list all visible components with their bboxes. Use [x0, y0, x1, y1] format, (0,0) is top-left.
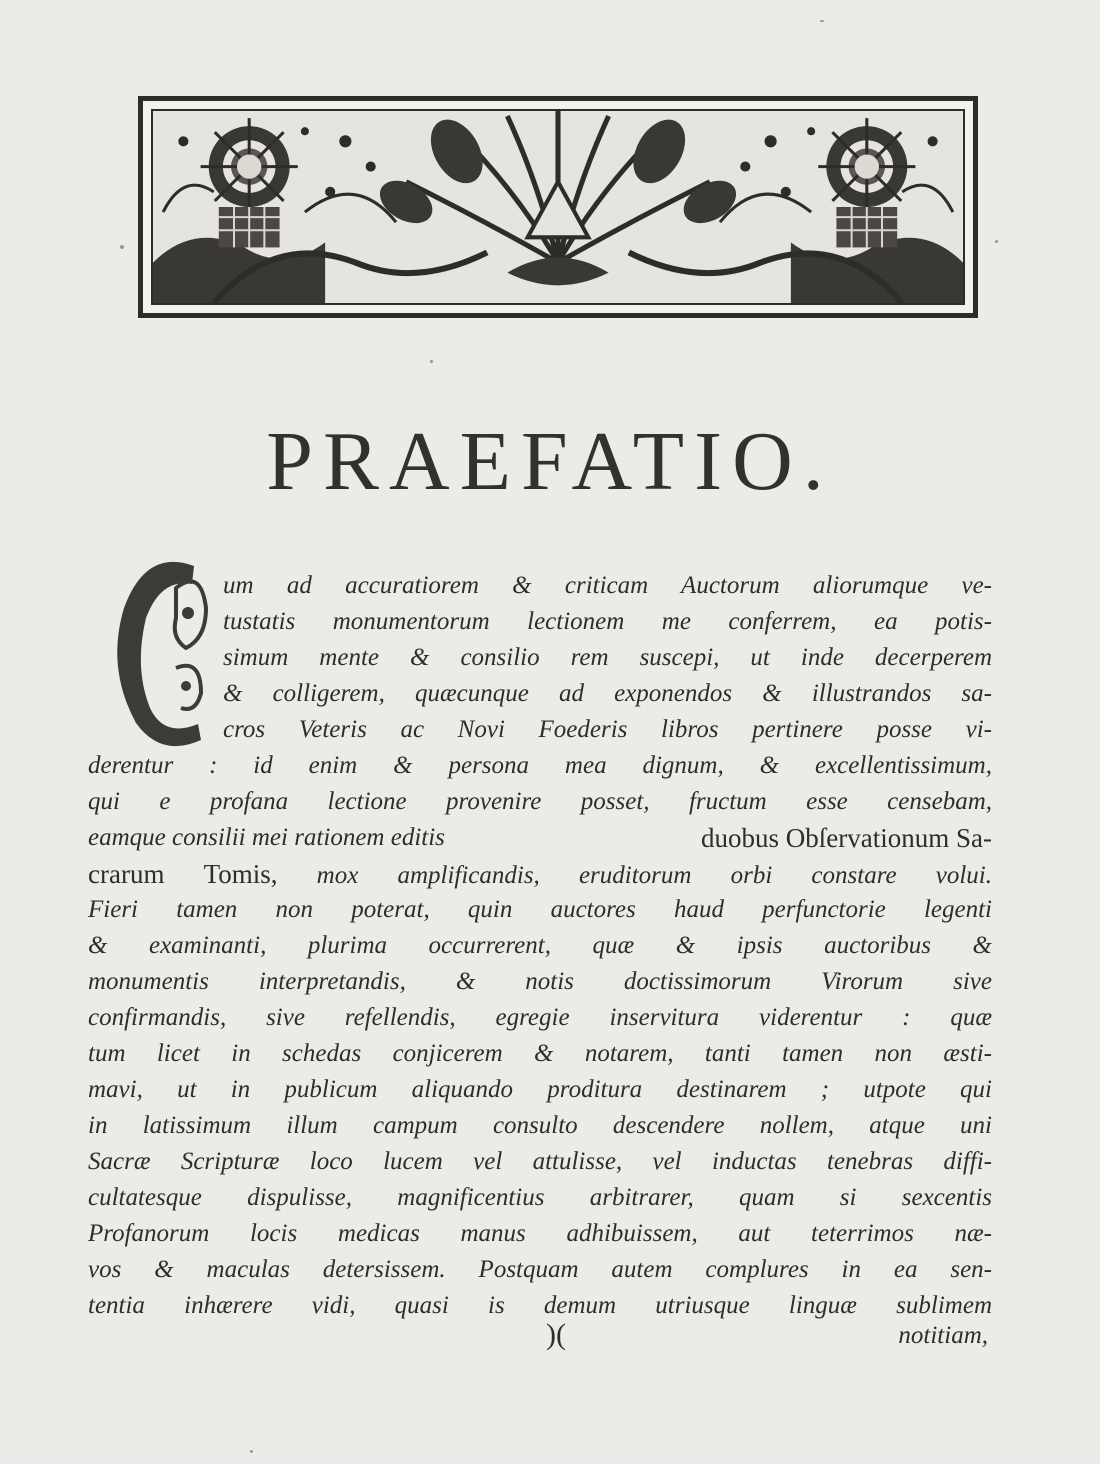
text-line: um ad accuratiorem & criticam Auctorum aliorumque ve- [223, 572, 992, 599]
page-title: PRAEFATIO. [266, 415, 834, 508]
text-line: cultatesque dispulisse, magnificentius arbitrarer, quam si sexcentis [88, 1184, 992, 1211]
ornamental-headpiece [138, 96, 978, 318]
text-line: Profanorum locis medicas manus adhibuissem, aut teterrimos næ- [88, 1220, 992, 1247]
decorated-initial-c [106, 548, 214, 754]
text-line: derentur : id enim & persona mea dignum, & excellentissimum, [88, 752, 992, 779]
text-line: mavi, ut in publicum aliquando proditura destinarem ; utpote qui [88, 1076, 992, 1103]
text-line: qui e profana lectione provenire posset, fructum esse censebam, [88, 788, 992, 815]
text-line: tum licet in schedas conjicerem & notarem, tanti tamen non æsti- [88, 1040, 992, 1067]
text-line: vos & maculas detersissem. Postquam autem complures in ea sen- [88, 1256, 992, 1283]
roman-text: duobus Obſervationum Sa- [701, 823, 992, 853]
text-line: Sacræ Scripturæ loco lucem vel attulisse, vel inductas tenebras diffi- [88, 1148, 992, 1175]
text-line: & colligerem, quæcunque ad exponendos & illustrandos sa- [223, 680, 992, 707]
text-line: tentia inhærere vidi, quasi is demum utriusque linguæ sublimem [88, 1292, 992, 1319]
paper-speck [120, 245, 124, 249]
paper-speck [995, 240, 998, 243]
text-line: confirmandis, sive refellendis, egregie inservitura viderentur : quæ [88, 1004, 992, 1031]
text-line: tustatis monumentorum lectionem me conferrem, ea potis- [223, 608, 992, 635]
text-line: eamque consilii mei rationem editis [88, 824, 445, 851]
floral-ornament-icon [153, 111, 963, 303]
text-line: simum mente & consilio rem suscepi, ut inde decerperem [223, 644, 992, 671]
paper-speck [250, 1450, 253, 1453]
text-line [88, 856, 992, 892]
text-line: cros Veteris ac Novi Foederis libros pertinere posse vi- [223, 716, 992, 743]
text-line: in latissimum illum campum consulto descendere nollem, atque uni [88, 1112, 992, 1139]
text-line: & examinanti, plurima occurrerent, quæ & ipsis auctoribus & [88, 932, 992, 959]
text-line-rest: mox amplificandis, eruditorum orbi constare volui. [277, 862, 992, 889]
text-line: Fieri tamen non poterat, quin auctores haud perfunctorie legenti [88, 896, 992, 923]
text-line: monumentis interpretandis, & notis doctissimorum Virorum sive [88, 968, 992, 995]
paper-speck [820, 20, 824, 22]
paper-speck [430, 360, 433, 363]
roman-text: crarum Tomis, [88, 859, 278, 889]
signature-mark: )( [546, 1318, 566, 1351]
catchword: notitiam, [898, 1322, 988, 1349]
text-line-mixed [88, 820, 992, 856]
